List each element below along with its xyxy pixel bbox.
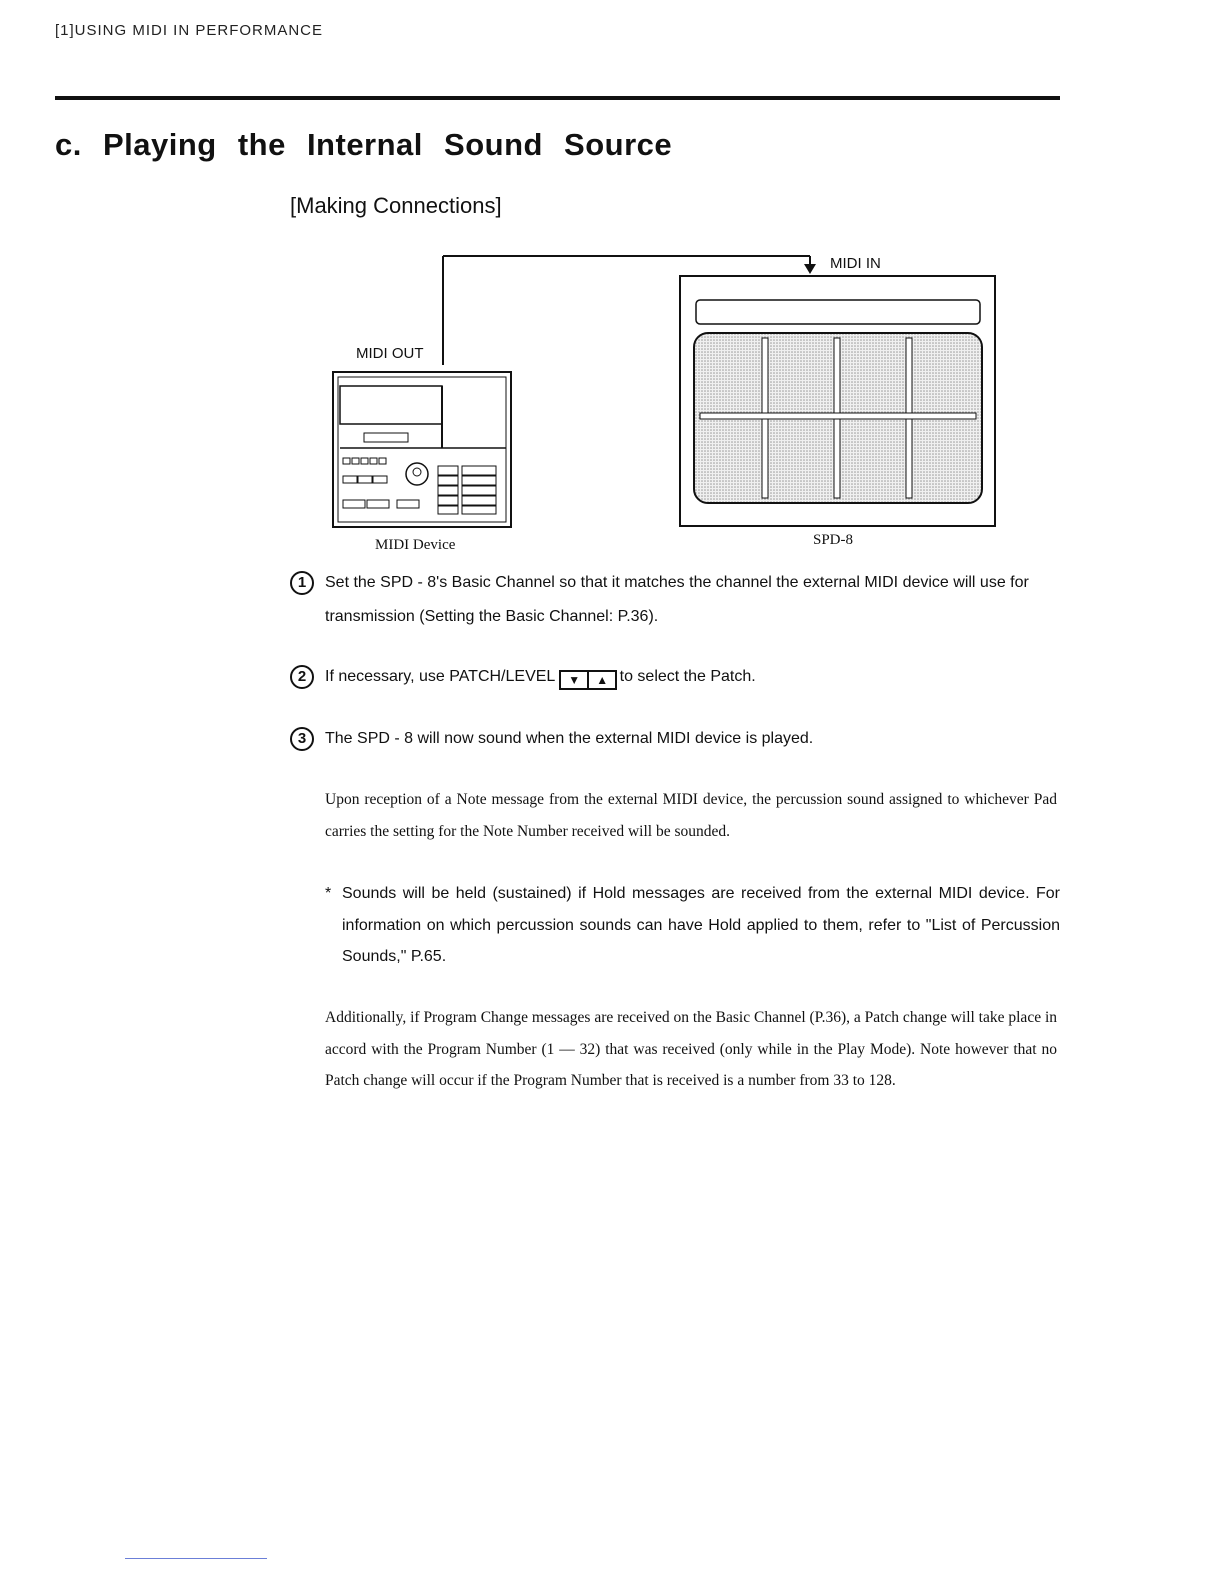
running-header: [1]USING MIDI IN PERFORMANCE xyxy=(55,22,324,39)
patch-level-up-key: ▲ xyxy=(587,670,617,690)
hold-note xyxy=(325,878,1060,973)
step-number: 1 xyxy=(290,571,314,595)
arrow-down-icon xyxy=(804,264,816,274)
step-2 xyxy=(290,660,1070,694)
section-title: c. Playing the Internal Sound Source xyxy=(55,127,673,162)
midi-out-label: MIDI OUT xyxy=(356,345,424,362)
header-rule xyxy=(55,96,1060,100)
patch-level-down-key: ▼ xyxy=(559,670,589,690)
paragraph-program-change: Additionally, if Program Change messages are received on the Basic Channel (P.36), a Patch change will take place in accord with the Program Number (1 — 32) that was received (only while in the Play Mode). Note however that no Patch change will occur if the Program Number that is received is a number from 33 to 128. xyxy=(325,1009,1058,1089)
note-marker: * xyxy=(325,885,332,902)
spd-8-label: SPD-8 xyxy=(813,532,854,548)
step-1 xyxy=(290,566,1070,634)
midi-in-label: MIDI IN xyxy=(830,255,881,272)
connection-diagram xyxy=(320,240,1020,560)
step-text xyxy=(290,660,1070,694)
footer-line xyxy=(125,1558,267,1559)
paragraph-note-reception: Upon reception of a Note message from the external MIDI device, the percussion sound assigned to whichever Pad carries the setting for the Note Number received will be sounded. xyxy=(325,791,1057,840)
step-3 xyxy=(290,722,1070,756)
note-text: Sounds will be held (sustained) if Hold messages are received from the external MIDI device. For information on which percussion sounds can have Hold applied to them, refer to "List of Percussion Sounds," P.65. xyxy=(342,885,1060,965)
step-number: 3 xyxy=(290,727,314,751)
step-text: The SPD - 8 will now sound when the external MIDI device is played. xyxy=(325,730,814,747)
spd-8-illustration xyxy=(680,276,995,526)
midi-device-illustration xyxy=(333,372,511,527)
step-number: 2 xyxy=(290,665,314,689)
midi-device-label: MIDI Device xyxy=(375,537,456,553)
step-text-before: If necessary, use PATCH/LEVEL xyxy=(325,668,555,685)
sub-heading: [Making Connections] xyxy=(290,193,502,218)
step-text: Set the SPD - 8's Basic Channel so that it matches the channel the external MIDI device will use for transmission (Setting the Basic Channel: P.36). xyxy=(325,574,1029,625)
step-text-after: to select the Patch. xyxy=(619,668,756,685)
